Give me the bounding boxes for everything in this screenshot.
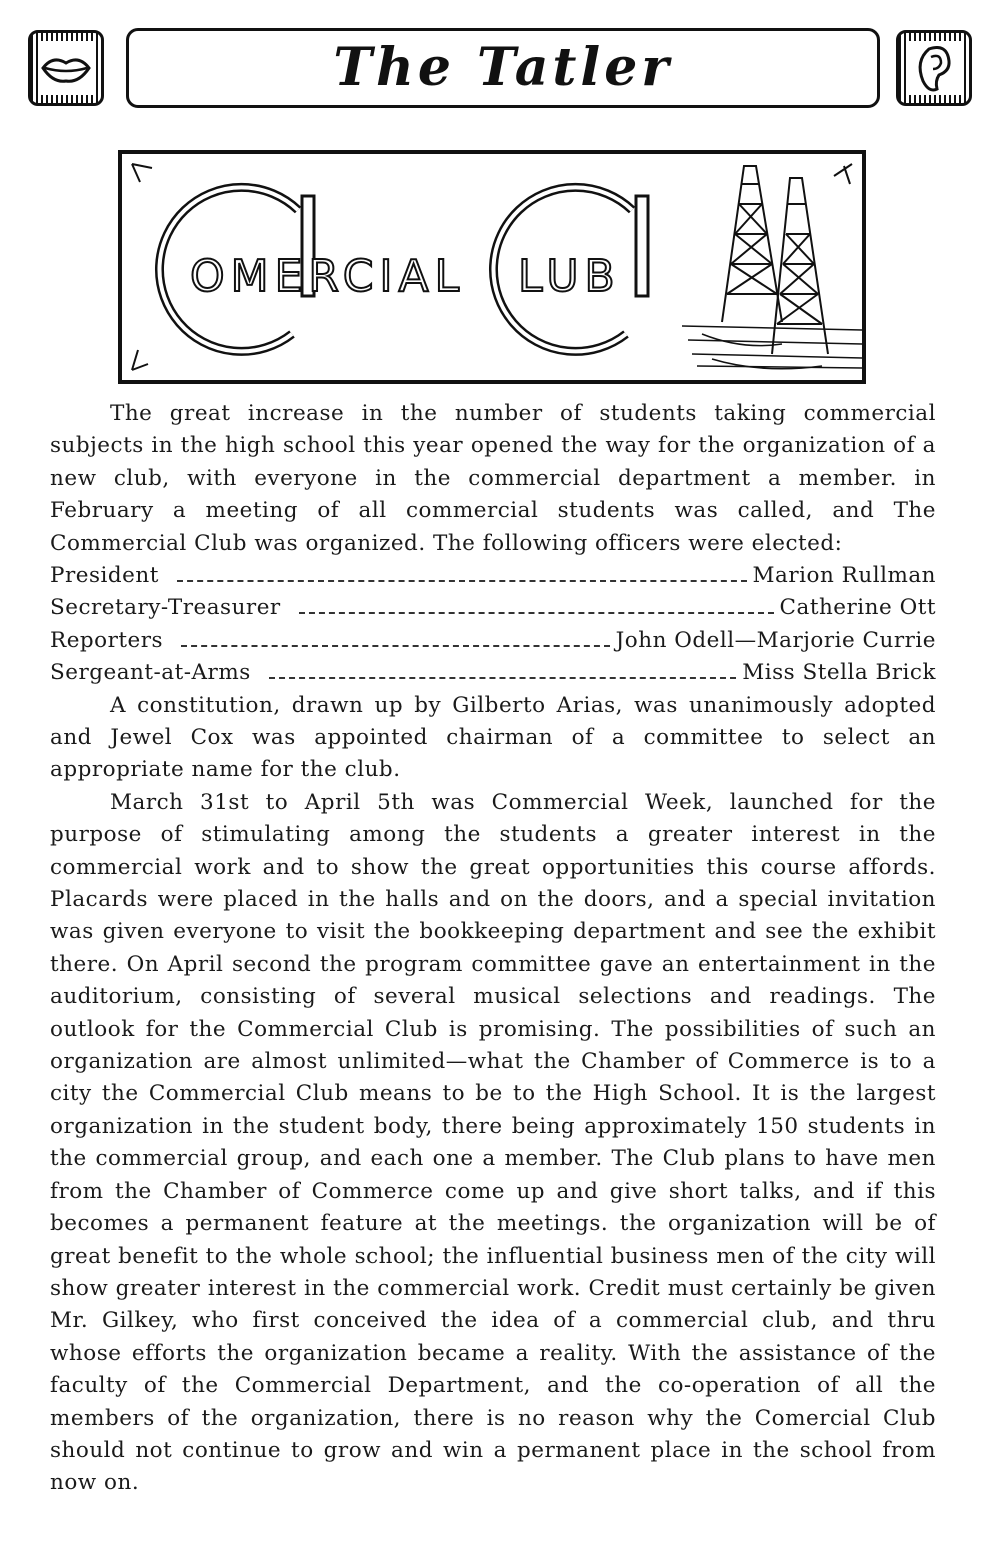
oil-derrick-illustration (682, 166, 862, 369)
officer-name: Catherine Ott (779, 595, 936, 621)
officer-role: Secretary-Treasurer (50, 595, 281, 621)
article-paragraph-3: March 31st to April 5th was Commercial Week, launched for the purpose of stimulating among the students a greater interest in the commercial work and to show the great opportunities this course affords. Placards were placed in the halls and on the doors, and a special invitation was given everyone to visit the bookkeeping department and see the exhibit there. On April second the program committee gave an entertainment in the auditorium, consisting of several musical selections and readings. The outlook for the Commercial Club is promising. The possibilities of such an organization are almost unlimited—what the Chamber of Commerce is to a city the Commercial Club means to be to the High School. It is the largest organization in the student body, there being approximately 150 students in the commercial group, and each one a member. The Club plans to have men from the Chamber of Commerce come up and give short talks, and if this becomes a permanent feature at the meetings. the organization will be of great benefit to the whole school; the influential business men of the city will show greater interest in the commercial work. Credit must certainly be given Mr. Gilkey, who first conceived the idea of a commercial club, and thru whose efforts the organization became a reality. With the assistance of the faculty of the Commercial Department, and the co-operation of all the members of the organization, there is no reason why the Comercial Club should not continue to grow and win a permanent place in the school from now on. (50, 789, 936, 1496)
masthead (28, 28, 972, 110)
banner-text-left: OMERCIAL (190, 251, 466, 302)
title-box (126, 28, 880, 108)
leader-line (181, 645, 610, 647)
officer-row (50, 560, 936, 592)
officer-row (50, 592, 936, 624)
leader-line (269, 677, 736, 679)
officer-name: John Odell—Marjorie Currie (615, 627, 936, 653)
leader-line (177, 580, 747, 582)
officer-row (50, 625, 936, 657)
article-intro: The great increase in the number of students taking commercial subjects in the high school this year opened the way for the organization of a new club, with everyone in the commercial department a member. in February a meeting of all commercial students was called, and The Commercial Club was organized. The following officers were elected: (50, 401, 936, 556)
lips-icon (39, 41, 93, 95)
left-emblem (28, 30, 104, 106)
right-emblem (896, 30, 972, 106)
leader-line (299, 612, 774, 614)
article-body (50, 398, 936, 1500)
officer-role: Sergeant-at-Arms (50, 660, 251, 686)
officer-name: Miss Stella Brick (742, 660, 936, 686)
officer-row (50, 657, 936, 689)
publication-title: The Tatler (333, 37, 673, 98)
club-banner (118, 150, 866, 384)
banner-text-right: LUB (518, 251, 621, 302)
officer-role: Reporters (50, 627, 164, 653)
officer-role: President (50, 563, 159, 589)
article-paragraph-2: A constitution, drawn up by Gilberto Arias, was unanimously adopted and Jewel Cox was appointed chairman of a committee to select an appropriate name for the club. (50, 692, 936, 783)
officer-name: Marion Rullman (752, 563, 936, 589)
ear-icon (907, 41, 961, 95)
